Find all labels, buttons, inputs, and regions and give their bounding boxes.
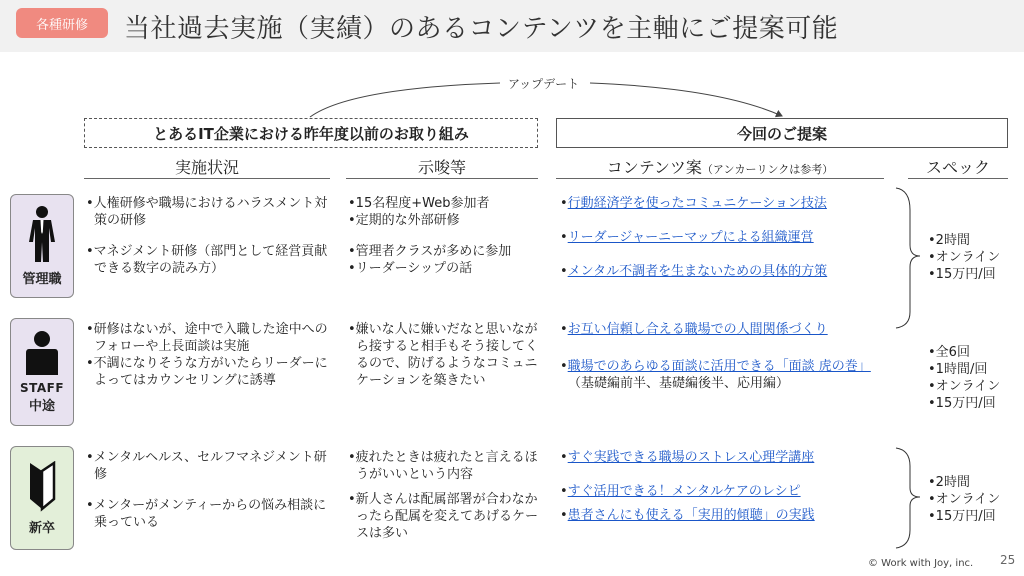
content-link[interactable]: 職場でのあらゆる面談に活用できる「面談 虎の巻」 bbox=[567, 359, 871, 374]
spec-item: •オンライン bbox=[928, 492, 1001, 507]
category-tag: 各種研修 bbox=[16, 8, 108, 38]
role-label: 中途 bbox=[28, 398, 55, 414]
suggestion-cell-mid-career bbox=[348, 321, 538, 389]
suggestion-item: •嫌いな人に嫌いだなと思いながら接すると相手もそう接してくるので、防げるようなコミュニケーションを築きたい bbox=[348, 322, 539, 388]
spec-item: •15万円/回 bbox=[928, 267, 996, 282]
spec-item: •15万円/回 bbox=[928, 396, 996, 411]
role-new-graduate bbox=[10, 446, 74, 550]
column-header-spec: スペック bbox=[908, 155, 1008, 179]
content-link[interactable]: メンタル不調者を生まないための具体的方策 bbox=[567, 264, 828, 279]
suggestion-cell-new-graduate bbox=[348, 449, 538, 542]
spec-cell-manager bbox=[928, 232, 1000, 283]
role-manager bbox=[10, 194, 74, 298]
suggestion-item: •疲れたときは疲れたと言えるほうがいいという内容 bbox=[348, 450, 538, 482]
content-link[interactable]: すぐ実践できる職場のストレス心理学講座 bbox=[567, 450, 815, 465]
role-sublabel: STAFF bbox=[19, 380, 65, 395]
status-item: •マネジメント研修（部門として経営貢献できる数字の読み方） bbox=[86, 244, 328, 276]
status-item: •研修はないが、途中で入職した途中へのフォローや上長面談は実施 bbox=[86, 322, 328, 354]
spec-item: •オンライン bbox=[928, 250, 1001, 265]
contents-header-label: コンテンツ案 bbox=[606, 158, 702, 177]
suggestion-item: •管理者クラスが多めに参加 bbox=[348, 244, 512, 259]
content-link[interactable]: 患者さんにも使える「実用的傾聴」の実践 bbox=[567, 508, 815, 523]
update-arrow-icon bbox=[0, 0, 1024, 130]
proposal-box: 今回のご提案 bbox=[556, 118, 1008, 148]
role-label: 新卒 bbox=[28, 520, 55, 536]
contents-header-note: （アンカーリンクは参考） bbox=[701, 163, 834, 176]
content-item: •すぐ活用できる！メンタルケアのレシピ bbox=[560, 484, 801, 499]
content-link[interactable]: すぐ活用できる！メンタルケアのレシピ bbox=[567, 484, 801, 499]
content-item: •職場でのあらゆる面談に活用できる「面談 虎の巻」（基礎編前半、基礎編後半、応用編） bbox=[560, 359, 871, 391]
page-number: 25 bbox=[1000, 553, 1016, 567]
suggestion-item: •リーダーシップの話 bbox=[348, 261, 473, 276]
content-item: •患者さんにも使える「実用的傾聴」の実践 bbox=[560, 508, 815, 523]
page-title: 当社過去実施（実績）のあるコンテンツを主軸にご提案可能 bbox=[124, 14, 839, 44]
status-cell-new-graduate bbox=[86, 449, 330, 531]
spec-cell-mid-career bbox=[928, 344, 1000, 412]
column-header-suggestion: 示唆等 bbox=[346, 155, 538, 179]
contents-cell-new-graduate bbox=[560, 449, 880, 524]
spec-item: •1時間/回 bbox=[928, 362, 988, 377]
spec-item: •2時間 bbox=[928, 233, 970, 248]
content-item: •すぐ実践できる職場のストレス心理学講座 bbox=[560, 450, 815, 465]
contents-cell-manager bbox=[560, 195, 880, 280]
spec-item: •全6回 bbox=[928, 345, 970, 360]
column-header-contents bbox=[556, 155, 884, 179]
spec-item: •15万円/回 bbox=[928, 509, 996, 524]
role-label: 管理職 bbox=[22, 271, 62, 287]
status-item: •メンターがメンティーからの悩み相談に乗っている bbox=[86, 498, 327, 530]
content-note: （基礎編前半、基礎編後半、応用編） bbox=[568, 376, 790, 391]
spec-item: •2時間 bbox=[928, 475, 970, 490]
column-header-status: 実施状況 bbox=[84, 155, 330, 179]
suggestion-item: •15名程度+Web参加者 bbox=[348, 196, 490, 211]
contents-cell-mid-career bbox=[560, 321, 880, 392]
status-item: •メンタルヘルス、セルフマネジメント研修 bbox=[86, 450, 327, 482]
content-item: •行動経済学を使ったコミュニケーション技法 bbox=[560, 196, 827, 211]
status-item: •人権研修や職場におけるハラスメント対策の研修 bbox=[86, 196, 328, 228]
content-link[interactable]: リーダージャーニーマップによる組織運営 bbox=[567, 230, 814, 245]
suggestion-item: •定期的な外部研修 bbox=[348, 213, 460, 228]
past-initiatives-box: とあるIT企業における昨年度以前のお取り組み bbox=[84, 118, 538, 148]
staff-person-icon bbox=[25, 331, 59, 377]
status-cell-manager bbox=[86, 195, 330, 277]
update-label: アップデート bbox=[508, 77, 580, 91]
content-item: •お互い信頼し合える職場での人間関係づくり bbox=[560, 322, 828, 337]
businessman-icon bbox=[27, 206, 57, 264]
status-cell-mid-career bbox=[86, 321, 330, 389]
content-link[interactable]: 行動経済学を使ったコミュニケーション技法 bbox=[567, 196, 827, 211]
status-item: •不調になりそうな方がいたらリーダーによってはカウンセリングに誘導 bbox=[86, 356, 328, 388]
content-link[interactable]: お互い信頼し合える職場での人間関係づくり bbox=[567, 322, 828, 337]
suggestion-item: •新人さんは配属部署が合わなかったら配属を変えてあげるケースは多い bbox=[348, 492, 539, 541]
spec-cell-new-graduate bbox=[928, 474, 1000, 525]
content-item: •メンタル不調者を生まないための具体的方策 bbox=[560, 264, 828, 279]
beginner-mark-icon bbox=[27, 461, 57, 513]
suggestion-cell-manager bbox=[348, 195, 538, 277]
role-mid-career bbox=[10, 318, 74, 426]
content-item: •リーダージャーニーマップによる組織運営 bbox=[560, 230, 814, 245]
copyright: © Work with Joy, inc. bbox=[868, 558, 974, 569]
spec-item: •オンライン bbox=[928, 379, 1001, 394]
